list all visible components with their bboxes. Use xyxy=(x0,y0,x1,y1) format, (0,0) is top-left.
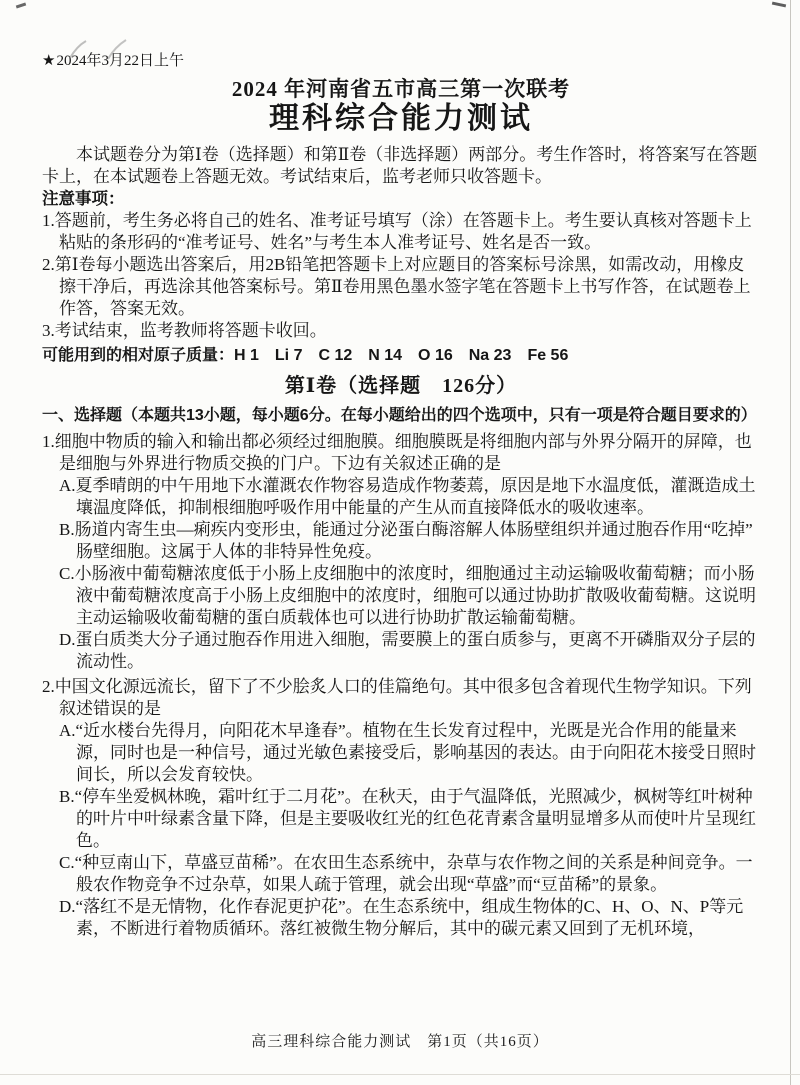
notice-item-3: 3.考试结束，监考教师将答题卡收回。 xyxy=(42,321,327,340)
scan-edge-bottom xyxy=(0,1074,800,1075)
question-1-option-b: B.肠道内寄生虫—痢疾内变形虫，能通过分泌蛋白酶溶解人体肠壁组织并通过胞吞作用“吃掉”肠壁细胞。这属于人体的非特异性免疫。 xyxy=(59,520,753,561)
exam-intro-paragraph: 本试题卷分为第Ⅰ卷（选择题）和第Ⅱ卷（非选择题）两部分。考生作答时，将答案写在答题卡上，在本试题卷上答题无效。考试结束后，监考老师只收答题卡。 xyxy=(42,145,758,186)
scan-mark-top-right xyxy=(772,2,786,8)
star-icon: ★ xyxy=(42,53,56,69)
pen-check-marks xyxy=(62,38,158,64)
scan-edge-right xyxy=(790,0,791,1085)
section-title: 第Ⅰ卷（选择题 126分） xyxy=(284,375,518,397)
atomic-mass-line: 可能用到的相对原子质量：H 1 Li 7 C 12 N 14 O 16 Na 23 Fe 56 xyxy=(42,347,569,364)
question-1-stem: 1.细胞中物质的输入和输出都必须经过细胞膜。细胞膜既是将细胞内部与外界分隔开的屏障，也是细胞与外界进行物质交换的门户。下边有关叙述正确的是 xyxy=(42,432,752,473)
question-2-option-b: B.“停车坐爱枫林晚，霜叶红于二月花”。在秋天，由于气温降低，光照减少，枫树等红叶树种的叶片中叶绿素含量下降，但是主要吸收红光的红色花青素含量明显增多从而使叶片呈现红色。 xyxy=(59,787,756,850)
exam-title: 2024 年河南省五市高三第一次联考 xyxy=(231,77,571,101)
notice-item-1: 1.答题前，考生务必将自己的姓名、准考证号填写（涂）在答题卡上。考生要认真核对答题卡上粘贴的条形码的“准考证号、姓名”与考生本人准考证号、姓名是否一致。 xyxy=(42,211,752,252)
notice-item-2: 2.第Ⅰ卷每小题选出答案后，用2B铅笔把答题卡上对应题目的答案标号涂黑，如需改动，用橡皮擦干净后，再选涂其他答案标号。第Ⅱ卷用黑色墨水签字笔在答题卡上书写作答，在试题卷上作答，答案无效。 xyxy=(42,255,751,318)
exam-date-text: 2024年3月22日上午 xyxy=(56,53,184,69)
question-2-option-c: C.“种豆南山下，草盛豆苗稀”。在农田生态系统中，杂草与农作物之间的关系是种间竞争。一般农作物竞争不过杂草，如果人疏于管理，就会出现“草盛”而“豆苗稀”的景象。 xyxy=(59,853,753,894)
question-1-option-d: D.蛋白质类大分子通过胞吞作用进入细胞，需要膜上的蛋白质参与，更离不开磷脂双分子层的流动性。 xyxy=(59,630,756,671)
notice-title: 注意事项： xyxy=(42,190,125,208)
section-instruction: 一、选择题（本题共13小题，每小题6分。在每小题给出的四个选项中，只有一项是符合题目要求的） xyxy=(42,407,757,424)
scan-mark-top-left xyxy=(16,3,26,9)
page-footer: 高三理科综合能力测试 第1页（共16页） xyxy=(251,1034,549,1050)
question-2-option-a: A.“近水楼台先得月，向阳花木早逢春”。植物在生长发育过程中，光既是光合作用的能量来源，同时也是一种信号，通过光敏色素接受后，影响基因的表达。由于向阳花木接受日照时间长，所以会发育较快。 xyxy=(59,721,756,784)
question-1-option-a: A.夏季晴朗的中午用地下水灌溉农作物容易造成作物萎蔫，原因是地下水温度低，灌溉造成土壤温度降低，抑制根细胞呼吸作用中能量的产生从而直接降低水的吸收速率。 xyxy=(59,476,756,517)
question-1-option-c: C.小肠液中葡萄糖浓度低于小肠上皮细胞中的浓度时，细胞通过主动运输吸收葡萄糖；而小肠液中葡萄糖浓度高于小肠上皮细胞中的浓度时，细胞可以通过协助扩散吸收葡萄糖。这说明主动运输吸收葡萄糖的蛋白质载体也可以进行协助扩散运输葡萄糖。 xyxy=(59,564,756,627)
question-2 xyxy=(42,676,760,940)
question-2-option-d: D.“落红不是无情物，化作春泥更护花”。在生态系统中，组成生物体的C、H、O、N、P等元素，不断进行着物质循环。落红被微生物分解后，其中的碳元素又回到了无机环境， xyxy=(59,897,744,938)
question-1 xyxy=(42,431,760,673)
question-2-stem: 2.中国文化源远流长，留下了不少脍炙人口的佳篇绝句。其中很多包含着现代生物学知识。下列叙述错误的是 xyxy=(42,677,752,718)
exam-subtitle: 理科综合能力测试 xyxy=(269,102,533,135)
